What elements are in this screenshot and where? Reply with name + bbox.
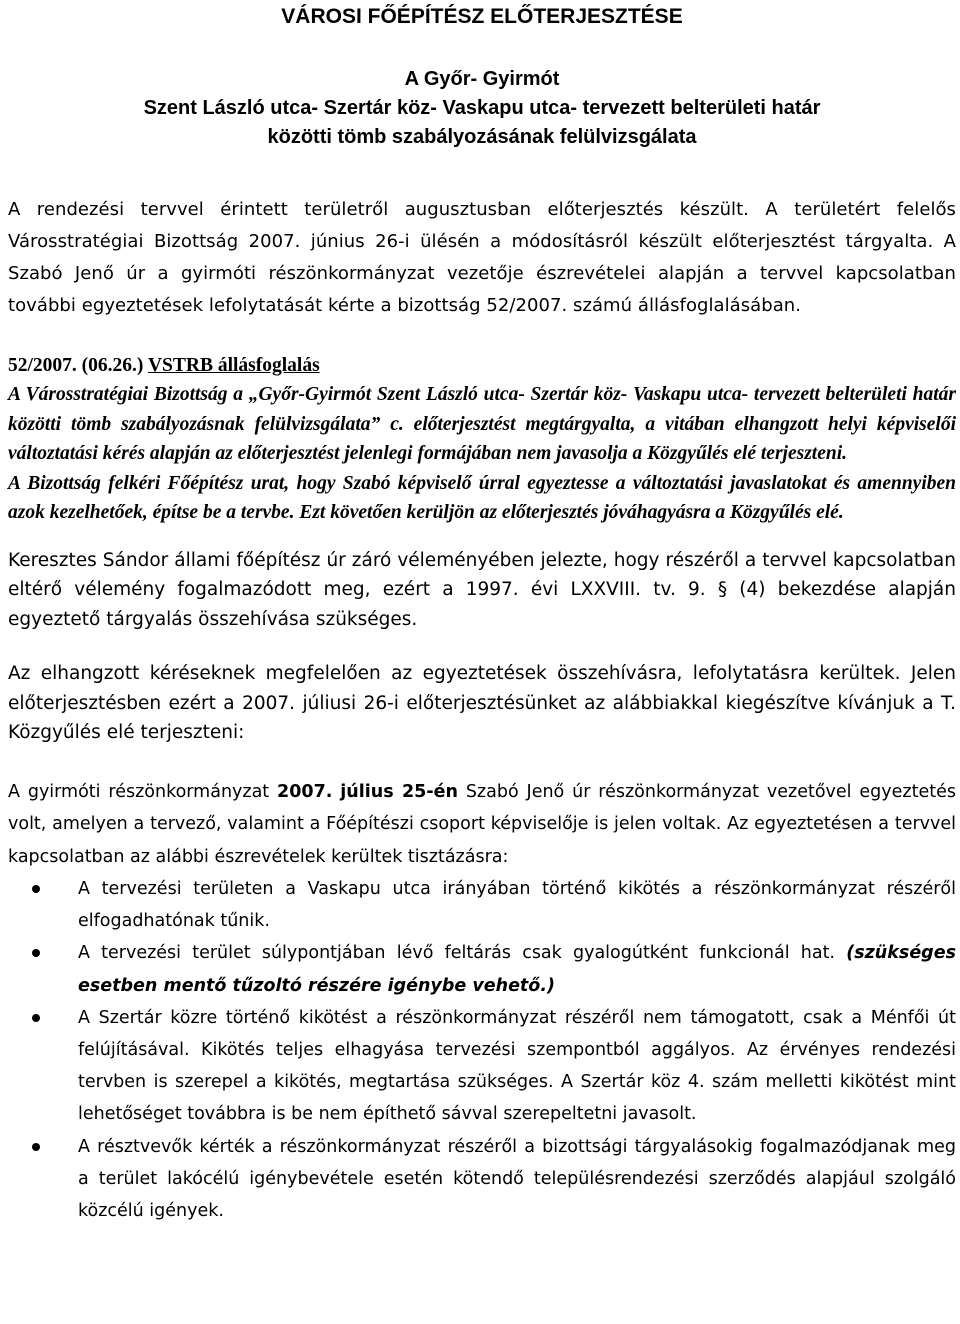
list-item-text: A résztvevők kérték a részönkormányzat részéről a bizottsági tárgyalásokig fogalmazódjanak meg a terület lakócélú igénybevétele esetén kötendő településrendezési szerződés alapjául szolgáló közcélú igények. — [78, 1136, 956, 1222]
meeting-rest: Szabó Jenő úr részönkormányzat vezetővel egyeztetés volt, amelyen a tervező, valamint a Főépítészi csoport képviselője is jelen voltak. Az egyeztetésen a tervvel kapcsolatban az alábbi észrevételek kerültek tisztázásra: — [8, 781, 956, 867]
list-item-italic-note: (szükséges esetben mentő tűzoltó részére igénybe vehető.) — [78, 943, 956, 996]
list-item-text: A tervezési területen a Vaskapu utca irányában történő kikötés a részönkormányzat részéről elfogadhatónak tűnik. — [78, 879, 956, 932]
findings-list — [8, 873, 956, 1227]
bullet-icon — [32, 1143, 40, 1151]
list-item — [8, 937, 956, 1001]
meeting-paragraph — [8, 776, 956, 874]
document-title: VÁROSI FŐÉPÍTÉSZ ELŐTERJESZTÉSE — [281, 5, 683, 28]
meeting-date-day: július 25-én — [340, 781, 458, 802]
meeting-date-year: 2007. — [277, 781, 333, 802]
intro-paragraph: A rendezési tervvel érintett területről augusztusban előterjesztés készült. A területért felelős Városstratégiai Bizottság 2007. június 26-i ülésén a módosításról készült előterjesztést tárgyalta. A Szabó Jenő úr a gyirmóti részönkormányzat vezetője észrevételei alapján a tervvel kapcsolatban további egyeztetések lefolytatását kérte a bizottság 52/2007. számú állásfoglalásában. — [8, 199, 956, 316]
subtitle-line-2: Szent László utca- Szertár köz- Vaskapu utca- tervezett belterületi határ — [143, 97, 821, 119]
list-item — [8, 873, 956, 937]
resolution-number: 52/2007. (06.26.) — [8, 355, 144, 376]
bullet-icon — [32, 949, 40, 957]
bullet-icon — [32, 1014, 40, 1022]
resolution-text-2: A Bizottság felkéri Főépítész urat, hogy Szabó képviselő úrral egyeztesse a változtatási javaslatokat és amennyiben azok kezelhetőek, építse be a tervbe. Ezt követően kerüljön az előterjesztés jóváhagyásra a Közgyűlés elé. — [8, 472, 956, 523]
document-page — [8, 0, 956, 1227]
subtitle-line-1: A Győr- Gyirmót — [404, 68, 560, 90]
list-item-text: A tervezési terület súlypontjában lévő feltárás csak gyalogútként funkcionál hat. — [78, 943, 835, 964]
meeting-lead: A gyirmóti részönkormányzat — [8, 781, 270, 802]
list-item-text: A Szertár közre történő kikötést a részönkormányzat részéről nem támogatott, csak a Ménfői út felújításával. Kikötés teljes elhagyása tervezési szempontból aggályos. Az érvényes rendezési tervben is szerepel a kikötés, megtartása szükséges. A Szertár köz 4. szám melletti kikötést mint lehetőséget továbbra is be nem építhető sávval szerepeltetni javasolt. — [78, 1007, 956, 1125]
subtitle-line-3: közötti tömb szabályozásának felülvizsgálata — [267, 126, 697, 148]
list-item — [8, 1131, 956, 1228]
bullet-icon — [32, 885, 40, 893]
resolution-label: VSTRB állásfoglalás — [147, 355, 320, 376]
chief-architect-paragraph: Keresztes Sándor állami főépítész úr záró véleményében jelezte, hogy részéről a tervvel kapcsolatban eltérő vélemény fogalmazódott meg, ezért a 1997. évi LXXVIII. tv. 9. § (4) bekezdése alapján egyeztető tárgyalás összehívása szükséges. — [8, 549, 956, 630]
resolution-text-1: A Városstratégiai Bizottság a „Győr-Gyirmót Szent László utca- Szertár köz- Vaskapu utca- tervezett belterületi határ közötti tömb szabályozásnak felülvizsgálata” c. előterjesztést megtárgyalta, a vitában elhangzott helyi képviselői változtatási kérés alapján az előterjesztést jelenlegi formájában nem javasolja a Közgyűlés elé terjeszteni. — [8, 384, 956, 464]
resolution-heading — [8, 351, 956, 380]
consultation-paragraph: Az elhangzott kéréseknek megfelelően az egyeztetések összehívásra, lefolytatásra kerültek. Jelen előterjesztésben ezért a 2007. júliusi 26-i előterjesztésünket az alábbiakkal kiegészítve kívánjuk a T. Közgyűlés elé terjeszteni: — [8, 663, 956, 743]
list-item — [8, 1002, 956, 1131]
